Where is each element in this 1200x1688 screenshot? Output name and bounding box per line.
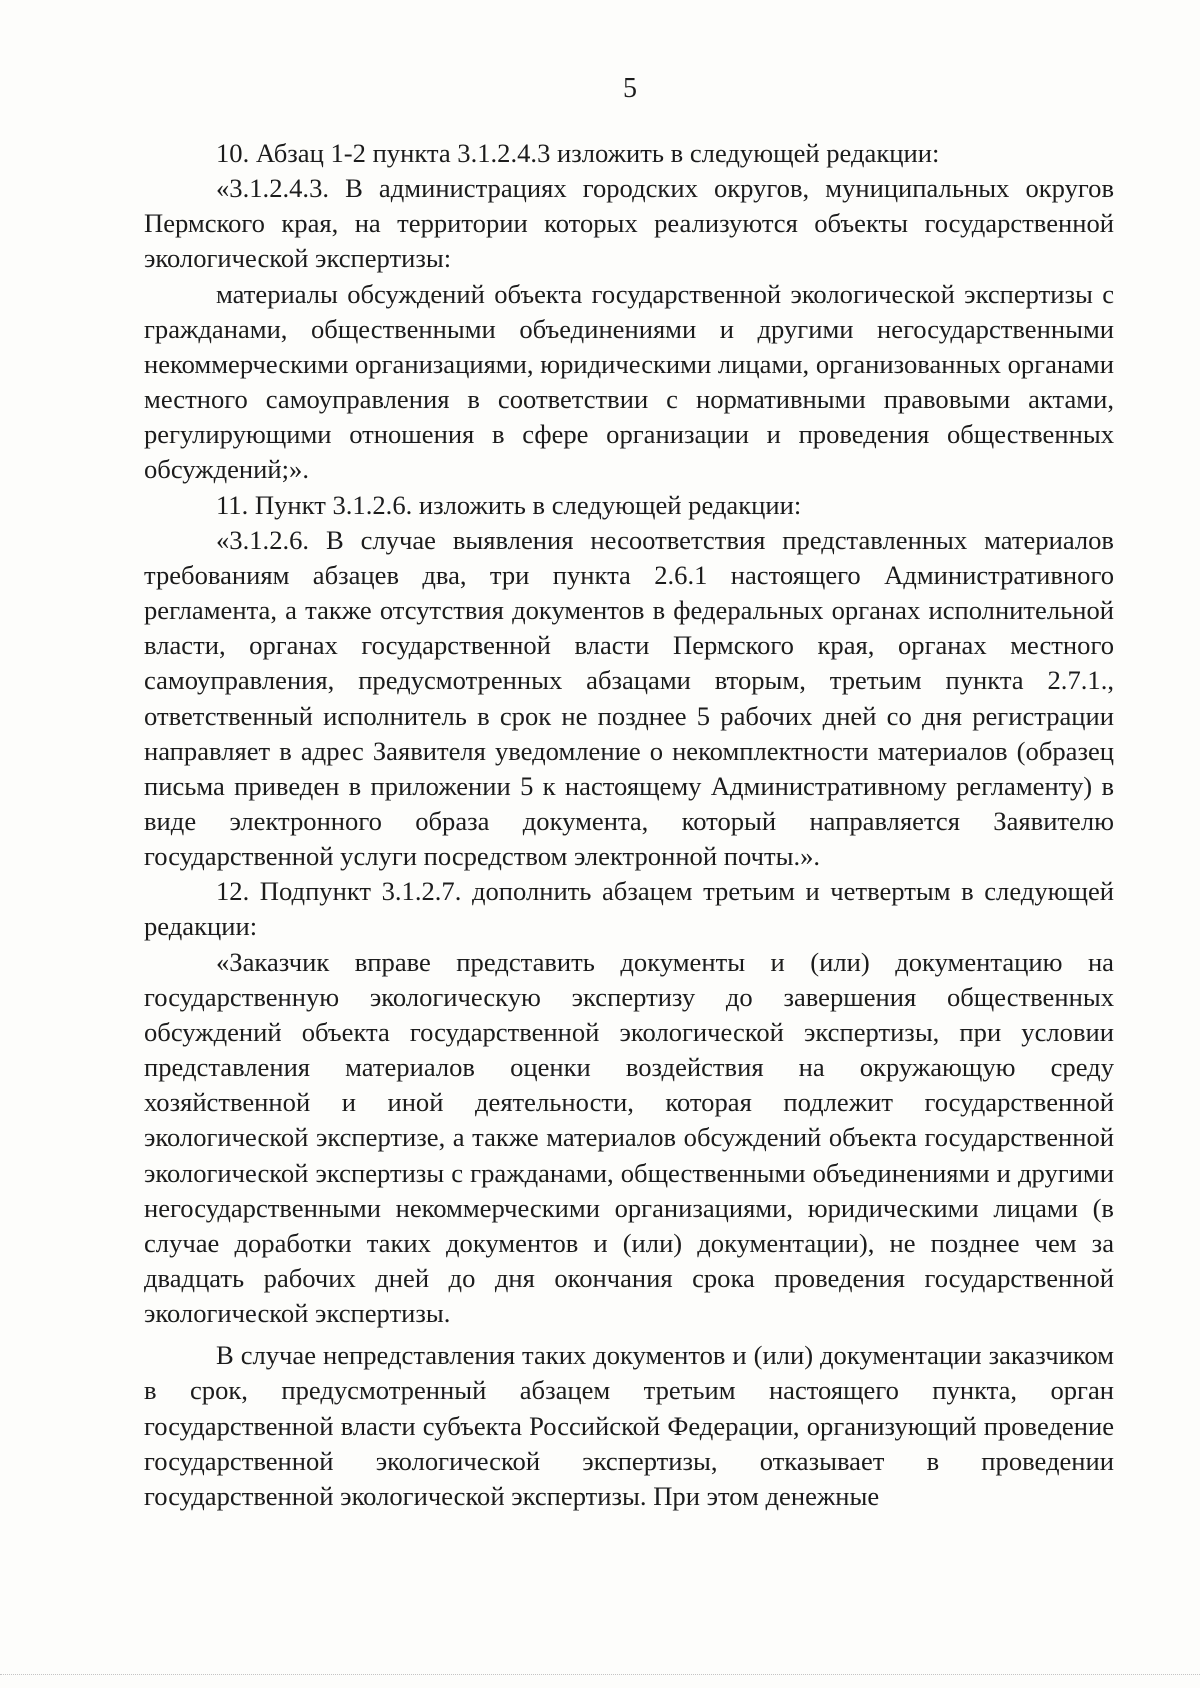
paragraph-materials: материалы обсуждений объекта государственной экологической экспертизы с гражданами, общественными объединениями и другими негосударственными некоммерческими организациями, юридическими лицами, организованных органами местного самоуправления в соответствии с нормативными правовыми актами, регулирующими отношения в сфере организации и проведения общественных обсуждений;». [144,278,1114,485]
paragraph-quote-3-1-2-4-3: «3.1.2.4.3. В администрациях городских округов, муниципальных округов Пермского края, на территории которых реализуются объекты государственной экологической экспертизы: [144,173,1114,274]
paragraph-item-10: 10. Абзац 1-2 пункта 3.1.2.4.3 изложить в следующей редакции: [216,138,940,168]
page-number: 5 [623,73,637,104]
paragraph-quote-3-1-2-6: «3.1.2.6. В случае выявления несоответствия представленных материалов требованиям абзацев два, три пункта 2.6.1 настоящего Административного регламента, а также отсутствия документов в федеральных органах исполнительной власти, органах государственной власти Пермского края, органах местного самоуправления, предусмотренных абзацами вторым, третьим пункта 2.7.1., ответственный исполнитель в срок не позднее 5 рабочих дней со дня регистрации направляет в адрес Заявителя уведомление о некомплектности материалов (образец письма приведен в приложении 5 к настоящему Административному регламенту) в виде электронного образа документа, который направляется Заявителю государственной услуги посредством электронной почты.». [144,524,1114,872]
paragraph-item-12: 12. Подпункт 3.1.2.7. дополнить абзацем третьим и четвертым в следующей редакции: [144,876,1114,942]
scan-edge-line [0,1674,1200,1675]
paragraph-non-submission: В случае непредставления таких документов и (или) документации заказчиком в срок, предусмотренный абзацем третьим настоящего пункта, орган государственной власти субъекта Российской Федерации, организующий проведение государственной экологической экспертизы, отказывает в проведении государственной экологической экспертизы. При этом денежные [144,1340,1114,1511]
paragraph-item-11: 11. Пункт 3.1.2.6. изложить в следующей редакции: [216,489,802,520]
paragraph-customer-right: «Заказчик вправе представить документы и (или) документацию на государственную экологическую экспертизу до завершения общественных обсуждений объекта государственной экологической экспертизы, при условии представления материалов оценки воздействия на окружающую среду хозяйственной и иной деятельности, которая подлежит государственной экологической экспертизе, а также материалов обсуждений объекта государственной экологической экспертизы с гражданами, общественными объединениями и другими негосударственными некоммерческими организациями, юридическими лицами (в случае доработки таких документов и (или) документации), не позднее чем за двадцать рабочих дней до дня окончания срока проведения государственной экологической экспертизы. [144,946,1114,1329]
document-body [144,136,1114,1514]
